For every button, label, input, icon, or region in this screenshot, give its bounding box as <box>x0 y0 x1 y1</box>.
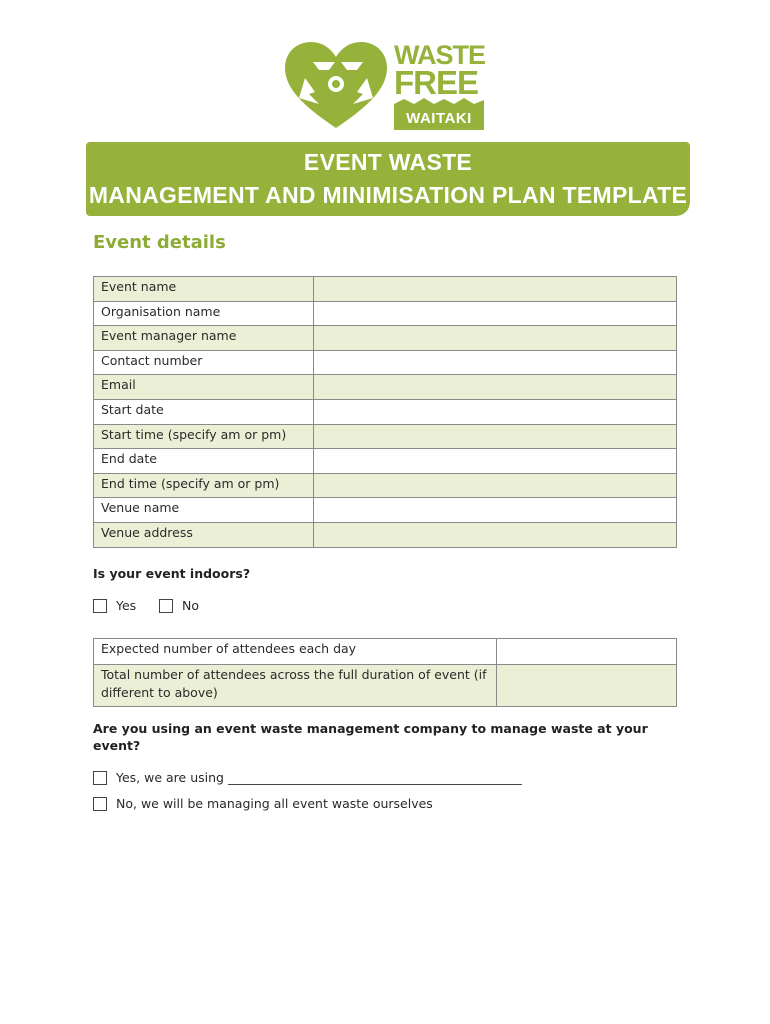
field-label: Start date <box>94 399 314 424</box>
waste-company-ourselves-label: No, we will be managing all event waste ourselves <box>116 796 433 811</box>
table-row <box>94 277 677 302</box>
indoors-question: Is your event indoors? <box>93 566 251 581</box>
organisation-name-input[interactable] <box>314 301 677 326</box>
waste-company-ourselves-checkbox[interactable] <box>93 797 107 811</box>
field-label: Event manager name <box>94 326 314 351</box>
field-label: Venue name <box>94 498 314 523</box>
waste-company-question: Are you using an event waste management company to manage waste at your event? <box>93 721 648 753</box>
field-label: End date <box>94 449 314 474</box>
email-input[interactable] <box>314 375 677 400</box>
waste-company-using-option[interactable] <box>93 770 522 785</box>
indoors-no-label: No <box>182 598 199 613</box>
indoors-no-option[interactable] <box>159 598 199 613</box>
indoors-yes-checkbox[interactable] <box>93 599 107 613</box>
end-date-input[interactable] <box>314 449 677 474</box>
banner-title-line-2: MANAGEMENT AND MINIMISATION PLAN TEMPLATE <box>88 182 688 208</box>
logo-text-free: FREE <box>394 64 479 101</box>
table-row <box>94 522 677 547</box>
indoors-yes-label: Yes <box>116 598 137 613</box>
field-label: Start time (specify am or pm) <box>94 424 314 449</box>
table-row <box>94 639 677 665</box>
recycle-heart-icon <box>283 40 389 132</box>
waste-company-ourselves-option[interactable] <box>93 796 433 811</box>
table-row <box>94 350 677 375</box>
table-row <box>94 375 677 400</box>
contact-number-input[interactable] <box>314 350 677 375</box>
table-row <box>94 473 677 498</box>
total-attendees-input[interactable] <box>497 665 677 707</box>
field-label: Contact number <box>94 350 314 375</box>
table-row <box>94 399 677 424</box>
field-label: Event name <box>94 277 314 302</box>
venue-name-input[interactable] <box>314 498 677 523</box>
field-label: Email <box>94 375 314 400</box>
table-row <box>94 301 677 326</box>
field-label: Organisation name <box>94 301 314 326</box>
indoors-no-checkbox[interactable] <box>159 599 173 613</box>
event-details-table <box>93 276 677 548</box>
waste-company-using-label: Yes, we are using _______________________________________________ <box>116 770 522 785</box>
field-label: Expected number of attendees each day <box>94 639 497 665</box>
table-row <box>94 326 677 351</box>
field-label: Total number of attendees across the full duration of event (if different to above) <box>94 665 497 707</box>
event-name-input[interactable] <box>314 277 677 302</box>
venue-address-input[interactable] <box>314 522 677 547</box>
field-label: Venue address <box>94 522 314 547</box>
waste-company-using-checkbox[interactable] <box>93 771 107 785</box>
waste-free-waitaki-logo <box>283 40 488 132</box>
section-title-event-details: Event details <box>93 232 226 253</box>
start-date-input[interactable] <box>314 399 677 424</box>
logo-text-waste: WASTE <box>394 40 486 70</box>
expected-attendees-input[interactable] <box>497 639 677 665</box>
banner-title-line-1: EVENT WASTE <box>303 149 473 175</box>
attendees-table <box>93 638 677 707</box>
logo-text-waitaki: WAITAKI <box>394 106 484 130</box>
start-time-input[interactable] <box>314 424 677 449</box>
table-row <box>94 424 677 449</box>
title-banner <box>86 142 690 216</box>
indoors-yes-option[interactable] <box>93 598 136 613</box>
table-row <box>94 449 677 474</box>
table-row <box>94 498 677 523</box>
event-manager-name-input[interactable] <box>314 326 677 351</box>
table-row <box>94 665 677 707</box>
field-label: End time (specify am or pm) <box>94 473 314 498</box>
end-time-input[interactable] <box>314 473 677 498</box>
